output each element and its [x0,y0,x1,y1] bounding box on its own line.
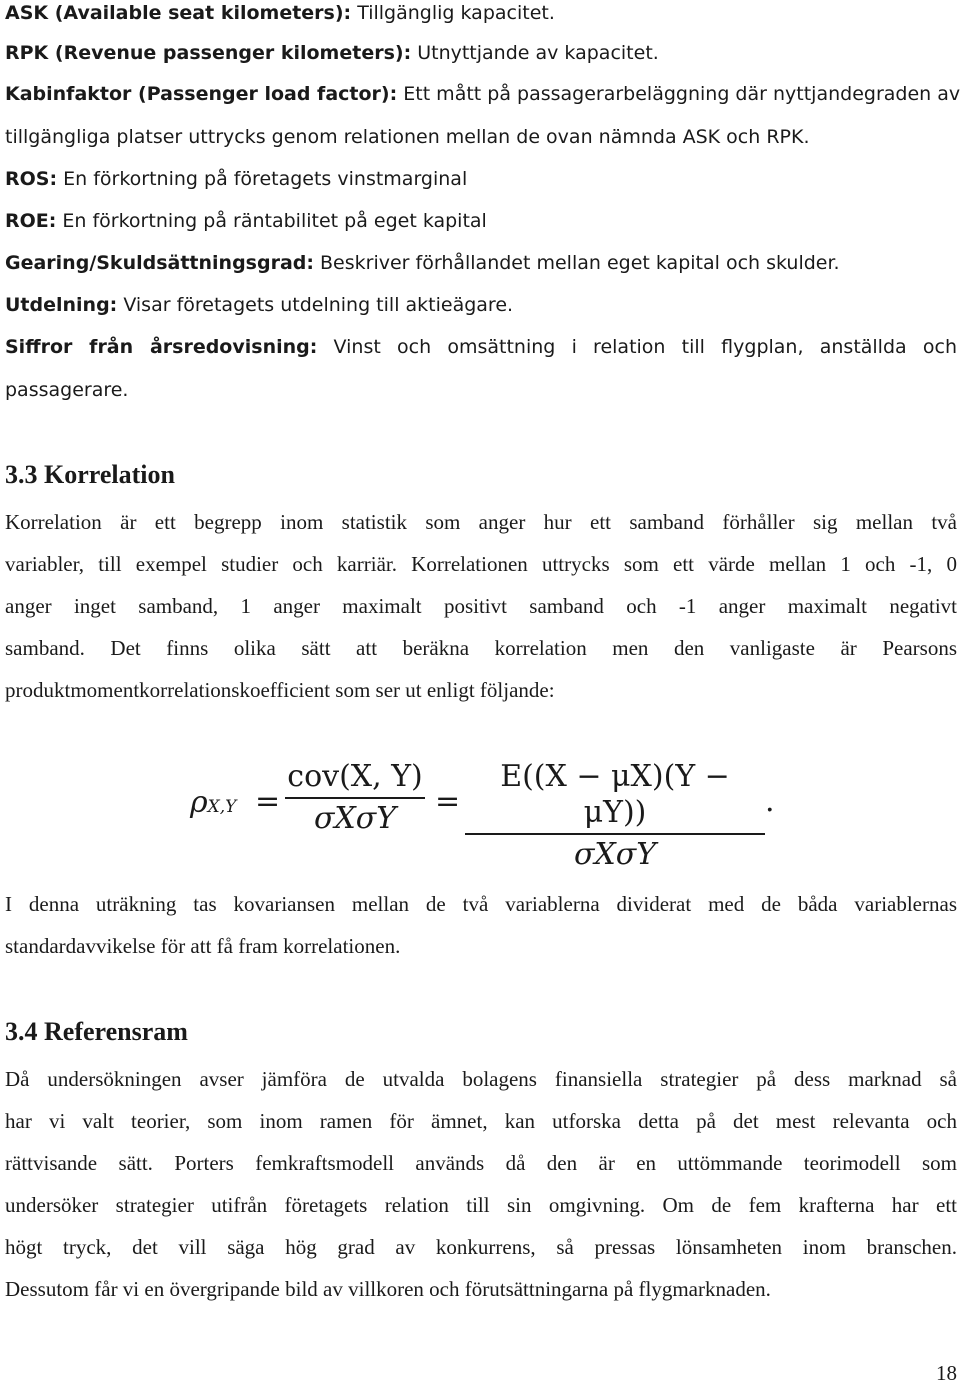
definition-kabinfaktor-cont [5,124,957,150]
paragraph-line: variabler, till exempel studier och karriär. Korrelationen uttrycks som ett värde mellan 1 och -1, 0 [5,552,957,576]
formula-period: . [765,784,775,819]
paragraph-line: samband. Det finns olika sätt att beräkna korrelation men den vanligaste är Pearsons [5,636,957,660]
formula-equals: = [255,784,281,819]
formula-fraction-expectation [465,759,765,873]
definition-term: Gearing/Skuldsättningsgrad: [5,252,314,274]
definition-text: Tillgänglig kapacitet. [351,2,555,24]
definition-text: passagerare. [5,379,129,401]
fraction-bar [285,797,425,799]
paragraph-line: Dessutom får vi en övergripande bild av villkoren och förutsättningarna på flygmarknaden. [5,1277,771,1301]
paragraph-line: I denna uträkning tas kovariansen mellan de två variablerna dividerat med de båda variablernas [5,892,957,916]
definition-term: ROE: [5,210,57,232]
formula-numerator: cov(X, Y) [287,759,423,794]
page-number: 18 [936,1361,957,1385]
paragraph-line: anger inget samband, 1 anger maximalt positivt samband och -1 anger maximalt negativt [5,594,957,618]
definition-term: ROS: [5,168,58,190]
definition-siffror [5,334,957,360]
paragraph-line: produktmomentkorrelationskoefficient som ser ut enligt följande: [5,678,555,702]
section-heading-referensram: 3.4 Referensram [5,1017,188,1046]
formula-equals: = [435,784,461,819]
definition-utdelning [5,292,957,318]
definition-ros [5,166,957,192]
section-heading-korrelation: 3.3 Korrelation [5,460,175,489]
definition-ask [5,0,957,26]
pearson-formula [185,755,785,872]
paragraph-line: Korrelation är ett begrepp inom statistik som anger hur ett samband förhåller sig mellan två [5,510,957,534]
paragraph-line: standardavvikelse för att få fram korrelationen. [5,934,401,958]
formula-numerator: E((X − μX)(Y − μY)) [500,759,730,830]
definition-text: Ett mått på passagerarbeläggning där nyttjandegraden av [397,83,960,105]
definition-term: Utdelning: [5,294,118,316]
definition-term: RPK (Revenue passenger kilometers): [5,42,412,64]
definition-term: Siffror från årsredovisning: [5,336,318,358]
definition-gearing [5,250,957,276]
definition-text: Utnyttjande av kapacitet. [411,42,659,64]
paragraph-line: har vi valt teorier, som inom ramen för ämnet, kan utforska detta på det mest relevanta och [5,1109,957,1133]
formula-rho-subscript: X,Y [207,797,237,817]
definition-term: ASK (Available seat kilometers): [5,2,352,24]
paragraph-line: rättvisande sätt. Porters femkraftsmodell används då den är en uttömmande teorimodell som [5,1151,957,1175]
formula-rho: ρX,Y [190,785,237,820]
paragraph-line: Då undersökningen avser jämföra de utvalda bolagens finansiella strategier på dess marknad så [5,1067,957,1091]
definition-text: Beskriver förhållandet mellan eget kapital och skulder. [313,252,840,274]
formula-fraction-cov [285,759,425,837]
paragraph-line: undersöker strategier utifrån företagets relation till sin omgivning. Om de fem krafterna har ett [5,1193,957,1217]
definition-text: En förkortning på räntabilitet på eget kapital [56,210,487,232]
fraction-bar [465,833,765,835]
definition-roe [5,208,957,234]
definition-text: Vinst och omsättning i relation till flygplan, anställda och [317,336,957,358]
definition-text: tillgängliga platser uttrycks genom relationen mellan de ovan nämnda ASK och RPK. [5,126,810,148]
definition-term: Kabinfaktor (Passenger load factor): [5,83,398,105]
definition-text: En förkortning på företagets vinstmarginal [57,168,468,190]
definition-rpk [5,40,957,66]
formula-denominator: σXσY [573,837,657,872]
paragraph-line: högt tryck, det vill säga hög grad av konkurrens, så pressas lönsamheten inom branschen. [5,1235,957,1259]
definition-siffror-cont [5,377,957,403]
formula-denominator: σXσY [313,801,397,836]
definition-kabinfaktor [5,81,960,107]
definition-text: Visar företagets utdelning till aktieägare. [117,294,514,316]
